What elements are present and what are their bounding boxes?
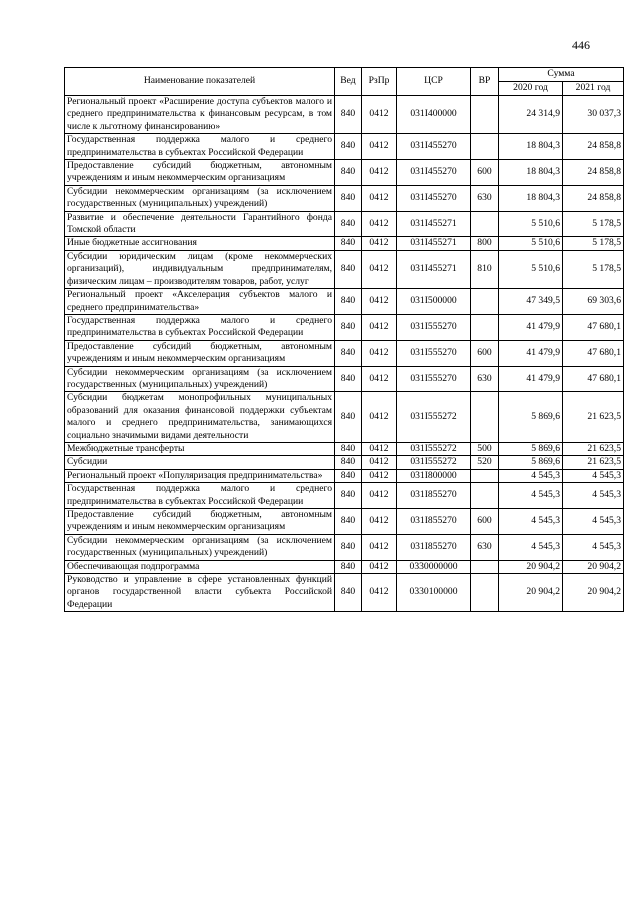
cell-name: Руководство и управление в сфере установленных функций органов государственной власти субъекта Российской Федерации (65, 574, 335, 612)
cell-2021: 24 858,8 (563, 185, 624, 211)
cell-name: Государственная поддержка малого и среднего предпринимательства в субъектах Российской Федерации (65, 483, 335, 509)
table-row (65, 340, 624, 366)
header-csr: ЦСР (397, 68, 471, 96)
cell-2020: 20 904,2 (499, 560, 563, 573)
cell-ved: 840 (335, 237, 362, 250)
cell-ved: 840 (335, 560, 362, 573)
cell-2021: 5 178,5 (563, 211, 624, 237)
table-row (65, 96, 624, 134)
cell-2020: 5 869,6 (499, 442, 563, 455)
cell-vr: 600 (471, 509, 499, 535)
cell-2021: 5 178,5 (563, 237, 624, 250)
cell-ved: 840 (335, 469, 362, 482)
cell-2020: 41 479,9 (499, 314, 563, 340)
cell-vr: 500 (471, 442, 499, 455)
cell-2021: 21 623,5 (563, 456, 624, 469)
cell-ved: 840 (335, 534, 362, 560)
page-number: 446 (572, 38, 590, 52)
cell-2021: 21 623,5 (563, 392, 624, 443)
cell-name: Региональный проект «Акселерация субъектов малого и среднего предпринимательства» (65, 289, 335, 315)
cell-vr: 630 (471, 366, 499, 392)
cell-2021: 30 037,3 (563, 96, 624, 134)
cell-name: Субсидии юридическим лицам (кроме некоммерческих организаций), индивидуальным предпринимателям, физическим лицам – производителям товаров, работ, услуг (65, 250, 335, 288)
cell-vr (471, 574, 499, 612)
cell-name: Субсидии (65, 456, 335, 469)
cell-csr: 031I455271 (397, 250, 471, 288)
cell-2020: 18 804,3 (499, 160, 563, 186)
cell-name: Государственная поддержка малого и среднего предпринимательства в субъектах Российской Федерации (65, 314, 335, 340)
cell-ved: 840 (335, 289, 362, 315)
cell-ved: 840 (335, 483, 362, 509)
cell-2021: 47 680,1 (563, 314, 624, 340)
table-row (65, 483, 624, 509)
cell-2020: 5 869,6 (499, 456, 563, 469)
cell-vr (471, 211, 499, 237)
table-row (65, 314, 624, 340)
cell-2020: 20 904,2 (499, 574, 563, 612)
cell-vr (471, 134, 499, 160)
cell-2021: 20 904,2 (563, 574, 624, 612)
cell-csr: 0330000000 (397, 560, 471, 573)
cell-2020: 4 545,3 (499, 534, 563, 560)
cell-csr: 031I455270 (397, 160, 471, 186)
table-row (65, 509, 624, 535)
cell-name: Государственная поддержка малого и среднего предпринимательства в субъектах Российской Федерации (65, 134, 335, 160)
cell-2020: 41 479,9 (499, 340, 563, 366)
cell-name: Субсидии бюджетам монопрофильных муниципальных образований для оказания финансовой поддержки субъектам малого и среднего предпринимательства, занимающихся социально значимыми видами деятельности (65, 392, 335, 443)
cell-name: Субсидии некоммерческим организациям (за исключением государственных (муниципальных) учреждений) (65, 366, 335, 392)
cell-csr: 031I455270 (397, 134, 471, 160)
cell-2020: 5 510,6 (499, 211, 563, 237)
cell-name: Предоставление субсидий бюджетным, автономным учреждениям и иным некоммерческим организациям (65, 340, 335, 366)
cell-ved: 840 (335, 456, 362, 469)
cell-name: Предоставление субсидий бюджетным, автономным учреждениям и иным некоммерческим организациям (65, 509, 335, 535)
cell-vr (471, 469, 499, 482)
cell-2021: 47 680,1 (563, 366, 624, 392)
cell-ved: 840 (335, 250, 362, 288)
cell-rzpr: 0412 (362, 574, 397, 612)
cell-csr: 031I855270 (397, 534, 471, 560)
cell-rzpr: 0412 (362, 340, 397, 366)
cell-csr: 031I555272 (397, 392, 471, 443)
cell-ved: 840 (335, 509, 362, 535)
budget-table (64, 67, 624, 612)
cell-rzpr: 0412 (362, 509, 397, 535)
cell-rzpr: 0412 (362, 534, 397, 560)
cell-2021: 4 545,3 (563, 469, 624, 482)
cell-name: Субсидии некоммерческим организациям (за исключением государственных (муниципальных) учреждений) (65, 534, 335, 560)
table-body (65, 96, 624, 612)
cell-rzpr: 0412 (362, 456, 397, 469)
cell-2021: 4 545,3 (563, 534, 624, 560)
header-2021: 2021 год (563, 82, 624, 96)
cell-csr: 031I800000 (397, 469, 471, 482)
cell-2020: 47 349,5 (499, 289, 563, 315)
cell-csr: 031I555270 (397, 314, 471, 340)
cell-ved: 840 (335, 211, 362, 237)
table-header (65, 68, 624, 96)
cell-2020: 4 545,3 (499, 509, 563, 535)
cell-csr: 031I555270 (397, 366, 471, 392)
cell-vr: 600 (471, 340, 499, 366)
cell-csr: 0330100000 (397, 574, 471, 612)
header-ved: Вед (335, 68, 362, 96)
cell-vr (471, 96, 499, 134)
cell-2020: 4 545,3 (499, 469, 563, 482)
cell-rzpr: 0412 (362, 185, 397, 211)
cell-rzpr: 0412 (362, 237, 397, 250)
cell-ved: 840 (335, 160, 362, 186)
cell-vr (471, 392, 499, 443)
cell-2021: 24 858,8 (563, 134, 624, 160)
cell-vr: 630 (471, 534, 499, 560)
header-vr: ВР (471, 68, 499, 96)
cell-rzpr: 0412 (362, 211, 397, 237)
header-sum: Сумма (499, 68, 624, 82)
cell-rzpr: 0412 (362, 314, 397, 340)
cell-name: Субсидии некоммерческим организациям (за исключением государственных (муниципальных) учреждений) (65, 185, 335, 211)
table-row (65, 469, 624, 482)
header-name: Наименование показателей (65, 68, 335, 96)
cell-rzpr: 0412 (362, 366, 397, 392)
header-rzpr: РзПр (362, 68, 397, 96)
cell-2021: 69 303,6 (563, 289, 624, 315)
cell-name: Предоставление субсидий бюджетным, автономным учреждениям и иным некоммерческим организациям (65, 160, 335, 186)
table-row (65, 366, 624, 392)
cell-rzpr: 0412 (362, 483, 397, 509)
cell-2020: 18 804,3 (499, 134, 563, 160)
cell-2020: 4 545,3 (499, 483, 563, 509)
cell-csr: 031I855270 (397, 483, 471, 509)
cell-2020: 5 510,6 (499, 237, 563, 250)
table-row (65, 456, 624, 469)
table-row (65, 289, 624, 315)
cell-rzpr: 0412 (362, 289, 397, 315)
table-row (65, 442, 624, 455)
cell-csr: 031I455271 (397, 211, 471, 237)
cell-ved: 840 (335, 392, 362, 443)
cell-ved: 840 (335, 185, 362, 211)
cell-csr: 031I455271 (397, 237, 471, 250)
table-row (65, 250, 624, 288)
cell-2020: 41 479,9 (499, 366, 563, 392)
table-row (65, 134, 624, 160)
cell-2021: 47 680,1 (563, 340, 624, 366)
cell-vr: 600 (471, 160, 499, 186)
cell-rzpr: 0412 (362, 392, 397, 443)
cell-rzpr: 0412 (362, 469, 397, 482)
cell-ved: 840 (335, 340, 362, 366)
cell-vr: 810 (471, 250, 499, 288)
cell-2021: 20 904,2 (563, 560, 624, 573)
cell-csr: 031I855270 (397, 509, 471, 535)
cell-name: Развитие и обеспечение деятельности Гарантийного фонда Томской области (65, 211, 335, 237)
cell-name: Межбюджетные трансферты (65, 442, 335, 455)
cell-vr: 630 (471, 185, 499, 211)
cell-2021: 5 178,5 (563, 250, 624, 288)
cell-rzpr: 0412 (362, 250, 397, 288)
cell-2020: 18 804,3 (499, 185, 563, 211)
table-row (65, 574, 624, 612)
cell-vr (471, 560, 499, 573)
table-row (65, 392, 624, 443)
cell-rzpr: 0412 (362, 560, 397, 573)
cell-rzpr: 0412 (362, 96, 397, 134)
cell-csr: 031I555272 (397, 456, 471, 469)
cell-ved: 840 (335, 574, 362, 612)
table-row (65, 211, 624, 237)
cell-vr (471, 314, 499, 340)
header-2020: 2020 год (499, 82, 563, 96)
cell-ved: 840 (335, 442, 362, 455)
cell-name: Обеспечивающая подпрограмма (65, 560, 335, 573)
cell-2021: 4 545,3 (563, 509, 624, 535)
cell-rzpr: 0412 (362, 442, 397, 455)
cell-vr (471, 289, 499, 315)
cell-2021: 4 545,3 (563, 483, 624, 509)
cell-csr: 031I400000 (397, 96, 471, 134)
cell-ved: 840 (335, 366, 362, 392)
cell-name: Иные бюджетные ассигнования (65, 237, 335, 250)
table-row (65, 534, 624, 560)
cell-csr: 031I555272 (397, 442, 471, 455)
cell-ved: 840 (335, 134, 362, 160)
cell-name: Региональный проект «Расширение доступа субъектов малого и среднего предпринимательства к финансовым ресурсам, в том числе к льготному финансированию» (65, 96, 335, 134)
cell-csr: 031I555270 (397, 340, 471, 366)
cell-rzpr: 0412 (362, 160, 397, 186)
cell-name: Региональный проект «Популяризация предпринимательства» (65, 469, 335, 482)
cell-rzpr: 0412 (362, 134, 397, 160)
cell-vr (471, 483, 499, 509)
cell-2020: 5 869,6 (499, 392, 563, 443)
table-row (65, 237, 624, 250)
cell-2021: 24 858,8 (563, 160, 624, 186)
table-row (65, 160, 624, 186)
cell-vr: 520 (471, 456, 499, 469)
cell-2021: 21 623,5 (563, 442, 624, 455)
cell-ved: 840 (335, 314, 362, 340)
cell-csr: 031I500000 (397, 289, 471, 315)
cell-2020: 5 510,6 (499, 250, 563, 288)
table-row (65, 185, 624, 211)
cell-2020: 24 314,9 (499, 96, 563, 134)
cell-ved: 840 (335, 96, 362, 134)
cell-vr: 800 (471, 237, 499, 250)
table-row (65, 560, 624, 573)
cell-csr: 031I455270 (397, 185, 471, 211)
